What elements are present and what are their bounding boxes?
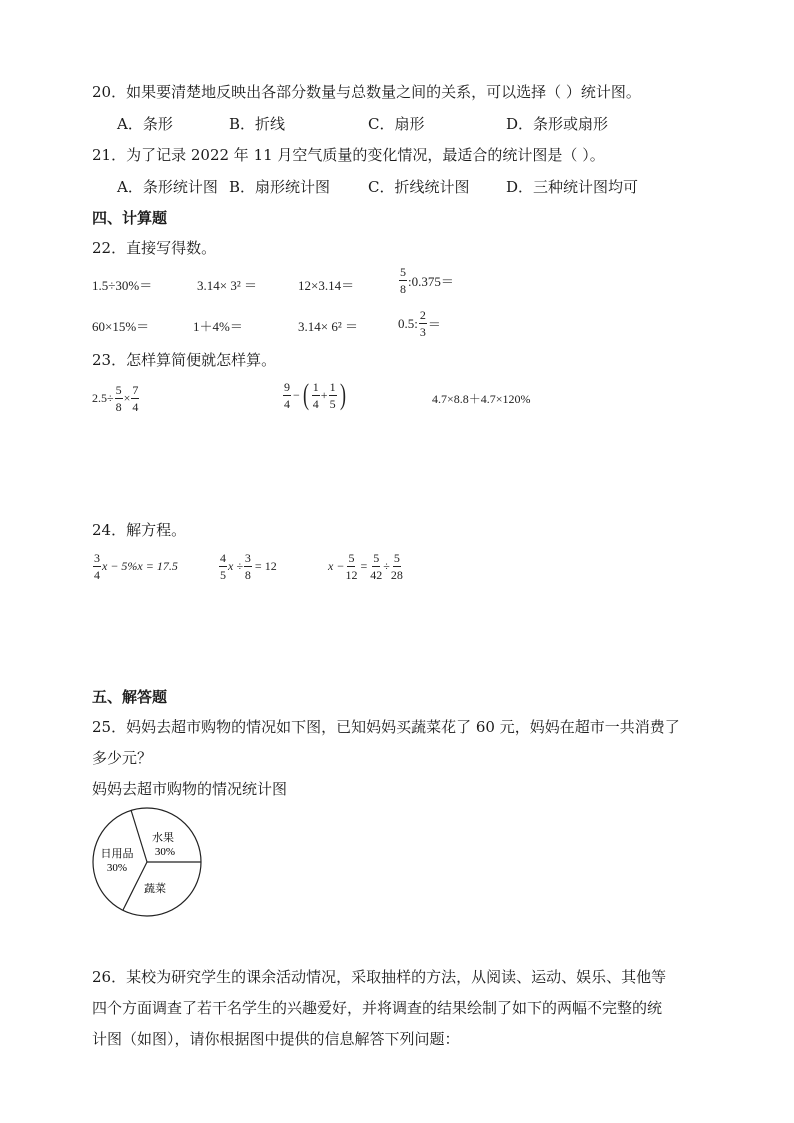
- q26-stem-line-2: 四个方面调查了若干名学生的兴趣爱好，并将调查的结果绘制了如下的两幅不完整的统: [92, 999, 663, 1017]
- chart-title: 妈妈去超市购物的情况统计图: [92, 780, 288, 798]
- q20-option-b: B．折线: [229, 115, 286, 133]
- q24-equation-3: x − $\frac{5}{12}$ = $\frac{5}{42}$ ÷ $\frac{5}{28}$: [328, 551, 403, 582]
- section-5-heading: 五、解答题: [92, 688, 168, 706]
- q21-stem: 21．为了记录 2022 年 11 月空气质量的变化情况，最适合的统计图是（ ）。: [92, 146, 605, 164]
- q22-item-a: 1.5÷30%＝: [92, 278, 153, 293]
- q25-stem-line-2: 多少元？: [92, 749, 153, 767]
- slice-label-daily: 日用品: [100, 848, 134, 860]
- slice-label-vegetable: 蔬菜: [144, 883, 166, 895]
- q23-expr-3: 4.7×8.8＋4.7×120%: [432, 392, 531, 406]
- q22-item-g: 3.14× 6² ＝: [298, 319, 358, 334]
- q21-option-c: C．折线统计图: [368, 178, 470, 196]
- q20-option-c: C．扇形: [368, 115, 425, 133]
- q22-stem: 22．直接写得数。: [92, 239, 217, 257]
- slice-value-daily: 30%: [106, 862, 128, 874]
- q26-stem-line-3: 计图（如图），请你根据图中提供的信息解答下列问题：: [92, 1030, 460, 1048]
- q22-item-e: 60×15%＝: [92, 319, 150, 334]
- q24-equation-1: $\frac{3}{4}$ x − 5%x = 17.5: [94, 551, 178, 582]
- q25-stem-line-1: 25．妈妈去超市购物的情况如下图，已知妈妈买蔬菜花了 60 元，妈妈在超市一共消费了: [92, 718, 680, 736]
- q23-expr-2: $\frac{9}{4}$ − ( $\frac{1}{4}$ + $\frac{1}{5}$ ): [284, 378, 346, 411]
- q21-option-a: A．条形统计图: [117, 178, 218, 196]
- q22-item-h: 0.5: $\frac{2}{3}$ ＝: [398, 308, 441, 339]
- pie-chart: [90, 806, 210, 926]
- q24-stem: 24．解方程。: [92, 521, 187, 539]
- slice-label-fruit: 水果: [152, 832, 174, 844]
- q23-expr-1: 2.5÷ $\frac{5}{8}$ × $\frac{7}{4}$: [92, 383, 139, 414]
- q20-option-a: A．条形: [117, 115, 173, 133]
- q23-stem: 23．怎样算简便就怎样算。: [92, 351, 277, 369]
- slice-value-fruit: 30%: [154, 846, 176, 858]
- q22-item-b: 3.14× 3² ＝: [197, 278, 257, 293]
- q21-option-b: B．扇形统计图: [229, 178, 331, 196]
- q20-option-d: D．条形或扇形: [506, 115, 609, 133]
- q21-option-d: D．三种统计图均可: [506, 178, 639, 196]
- q24-equation-2: $\frac{4}{5}$ x ÷ $\frac{3}{8}$ = 12: [220, 551, 277, 582]
- q26-stem-line-1: 26．某校为研究学生的课余活动情况，采取抽样的方法，从阅读、运动、娱乐、其他等: [92, 968, 667, 986]
- q22-item-d: $\frac{5}{8}$ :0.375＝: [400, 265, 454, 296]
- q22-item-c: 12×3.14＝: [298, 278, 355, 293]
- q22-item-f: 1＋4%＝: [193, 319, 243, 334]
- section-4-heading: 四、计算题: [92, 209, 168, 227]
- q20-stem: 20．如果要清楚地反映出各部分数量与总数量之间的关系，可以选择（ ）统计图。: [92, 83, 641, 101]
